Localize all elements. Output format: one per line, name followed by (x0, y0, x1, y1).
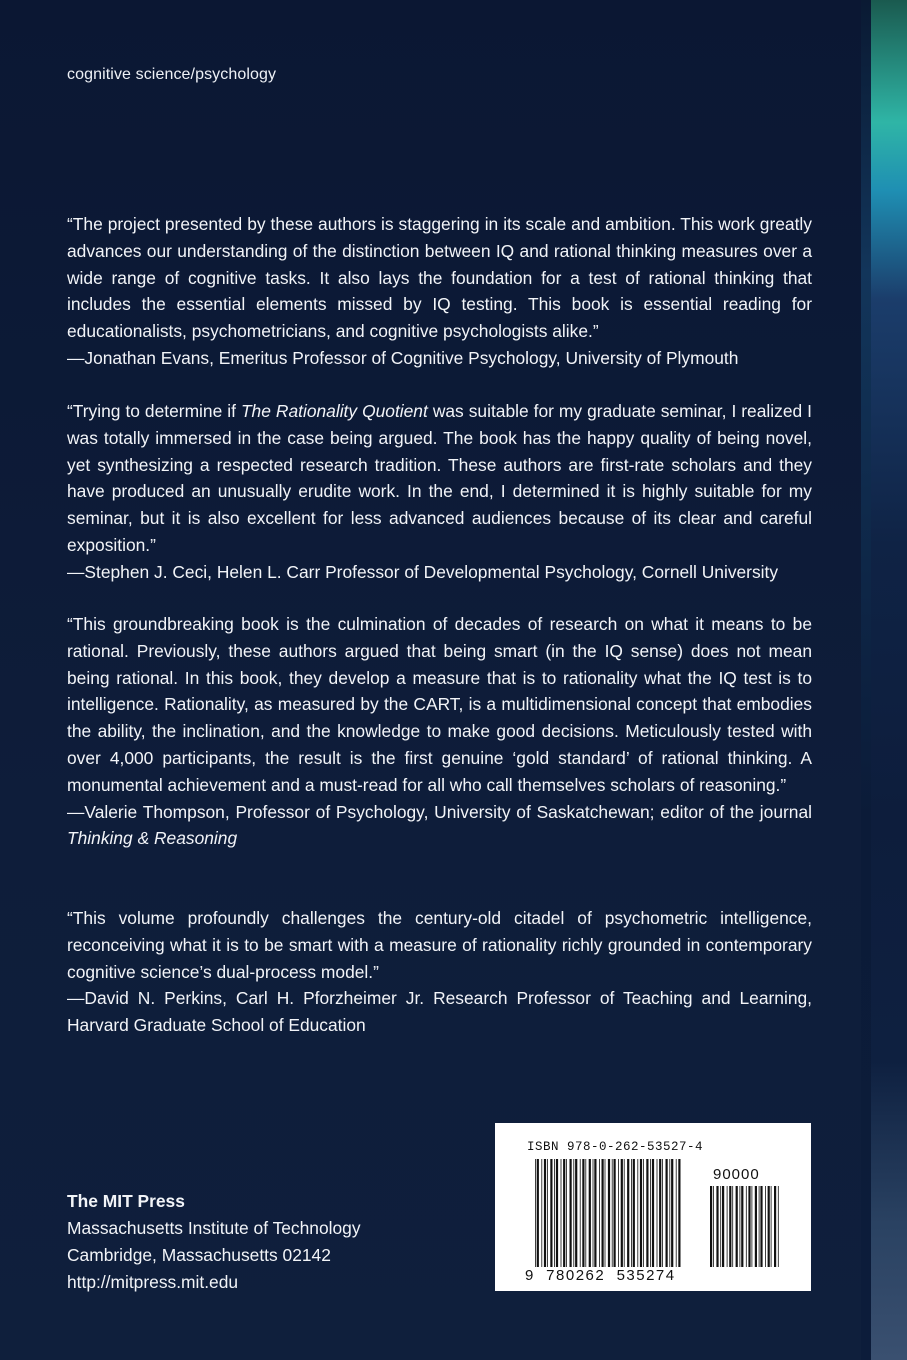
barcode-bar (760, 1186, 762, 1267)
barcode-bar (535, 1159, 536, 1267)
barcode-bar (720, 1186, 721, 1267)
barcode-bar (657, 1159, 658, 1267)
journal-title: Thinking & Reasoning (67, 828, 238, 849)
barcode-bar (729, 1186, 731, 1267)
publisher-address: Cambridge, Massachusetts 02142 (67, 1245, 331, 1265)
barcode-bar (659, 1159, 661, 1267)
barcode-bar (736, 1186, 738, 1267)
barcode-bar (633, 1159, 635, 1267)
blurb-text (67, 398, 812, 559)
book-title: The Rationality Quotient (240, 401, 428, 421)
barcode-bar (774, 1186, 776, 1267)
barcode-bar (732, 1186, 733, 1267)
barcode-bar (580, 1159, 581, 1267)
barcode-bar (589, 1159, 591, 1267)
barcode-bar (605, 1159, 606, 1267)
barcode-bar (722, 1186, 724, 1267)
barcode-bar (627, 1159, 629, 1267)
barcode-bar (741, 1186, 743, 1267)
addon-barcode-bars (710, 1186, 780, 1267)
barcode-bar (585, 1159, 586, 1267)
blurb-attribution (67, 799, 812, 853)
barcode-bar (554, 1159, 555, 1267)
barcode-bar (637, 1159, 638, 1267)
barcode-bar (755, 1186, 757, 1267)
publisher-name: The MIT Press (67, 1191, 185, 1211)
publisher-institution: Massachusetts Institute of Technology (67, 1218, 361, 1238)
attribution-text: —Valerie Thompson, Professor of Psychology, University of Saskatchewan; editor of the journal (67, 801, 812, 822)
barcode-bar (746, 1186, 747, 1267)
barcode-bar (676, 1159, 677, 1267)
blurb-attribution: —David N. Perkins, Carl H. Pforzheimer Jr. Research Professor of Teaching and Learning, Harvard Graduate School of Education (67, 988, 812, 1036)
ean-digits: 9 780262 535274 (525, 1267, 676, 1284)
barcode-bar (669, 1159, 670, 1267)
publisher-url[interactable]: http://mitpress.mit.edu (67, 1272, 239, 1292)
barcode-bar (646, 1159, 648, 1267)
barcode-bar (537, 1159, 539, 1267)
barcode-bar (550, 1159, 552, 1267)
barcode-bar (713, 1186, 714, 1267)
isbn-text: ISBN 978-0-262-53527-4 (527, 1140, 704, 1154)
barcode-bar (618, 1159, 619, 1267)
blurb-text: “The project presented by these authors is staggering in its scale and ambition. This work greatly advances our understanding of the distinction between IQ and rational thinking measures over a wide range of cognitive tasks. It also lays the foundation for a test of rational thinking that includes the essential elements missed by IQ testing. This book is essential reading for educationalists, psychometricians, and cognitive psychologists alike.” (67, 214, 812, 342)
blurb-text-start: “Trying to determine if (67, 401, 241, 421)
barcode-bar (640, 1159, 642, 1267)
barcode-label (495, 1123, 811, 1291)
barcode-bar (608, 1159, 610, 1267)
spine-edge-stripe (861, 0, 907, 1360)
barcode-bar (612, 1159, 613, 1267)
ean-barcode-bars (535, 1159, 683, 1267)
barcode-bar (710, 1186, 712, 1267)
blurb-ceci (67, 398, 812, 586)
blurb-text: “This groundbreaking book is the culmination of decades of research on what it means to be rational. Previously, these authors argued that being smart (in the IQ sense) does not mean being rational. In this book, they develop a measure that is to rationality what the IQ test is to intelligence. Rationality, as measured by the CART, is a multidimensional concept that embodies the ability, the inclination, and the knowledge to make good decisions. Meticulously tested with over 4,000 participants, the result is the first genuine ‘gold standard’ of rational thinking. A monumental achievement and a must-read for all who call themselves scholars of reasoning.” (67, 614, 812, 795)
barcode-bar (566, 1159, 567, 1267)
barcode-bar (614, 1159, 616, 1267)
category-label: cognitive science/psychology (67, 66, 277, 83)
barcode-bar (631, 1159, 632, 1267)
barcode-bar (547, 1159, 548, 1267)
barcode-bar (771, 1186, 772, 1267)
blurb-attribution: —Stephen J. Ceci, Helen L. Carr Professor of Developmental Psychology, Cornell University (67, 561, 779, 582)
barcode-bar (575, 1159, 577, 1267)
barcode-bar (541, 1159, 542, 1267)
blurb-text-end: was suitable for my graduate seminar, I realized I was totally immersed in the case being argued. The book has the happy quality of being novel, yet synthesizing a respected research tradition. These authors are first-rate scholars and they have produced an unusually erudite work. In the end, I determined it is highly suitable for my seminar, but it is also excellent for less advanced audiences because of its clear and careful exposition.” (67, 401, 812, 555)
barcode-bar (666, 1159, 668, 1267)
blurb-perkins (67, 905, 812, 1039)
barcode-bar (716, 1186, 718, 1267)
blurb-evans (67, 211, 812, 372)
barcode-bar (621, 1159, 623, 1267)
barcode-bar (759, 1186, 760, 1267)
barcode-bar (650, 1159, 651, 1267)
barcode-bar (765, 1186, 766, 1267)
barcode-bar (593, 1159, 594, 1267)
blurb-text: “This volume profoundly challenges the century-old citadel of psychometric intelligence, reconceiving what it is to be smart with a measure of rationality richly grounded in contemporary cognitive science’s dual-process model.” (67, 908, 812, 982)
barcode-bar (748, 1186, 750, 1267)
barcode-bar (671, 1159, 673, 1267)
barcode-bar (602, 1159, 604, 1267)
barcode-bar (599, 1159, 600, 1267)
barcode-bar (544, 1159, 546, 1267)
barcode-bar (570, 1159, 572, 1267)
barcode-bar (624, 1159, 625, 1267)
barcode-bar (556, 1159, 558, 1267)
barcode-bar (768, 1186, 770, 1267)
barcode-bar (582, 1159, 584, 1267)
barcode-bar (662, 1159, 663, 1267)
barcode-bar (778, 1186, 779, 1267)
barcode-bar (652, 1159, 654, 1267)
barcode-bar (727, 1186, 728, 1267)
barcode-bar (573, 1159, 574, 1267)
barcode-bar (594, 1159, 596, 1267)
blurb-attribution: —Jonathan Evans, Emeritus Professor of Cognitive Psychology, University of Plymouth (67, 347, 739, 368)
barcode-bar (752, 1186, 753, 1267)
publisher-block (67, 1188, 361, 1296)
price-code: 90000 (713, 1166, 760, 1183)
barcode-bar (740, 1186, 741, 1267)
barcode-bar (643, 1159, 644, 1267)
barcode-bar (561, 1159, 562, 1267)
barcode-bar (678, 1159, 680, 1267)
blurb-thompson (67, 611, 812, 852)
barcode-bar (563, 1159, 565, 1267)
